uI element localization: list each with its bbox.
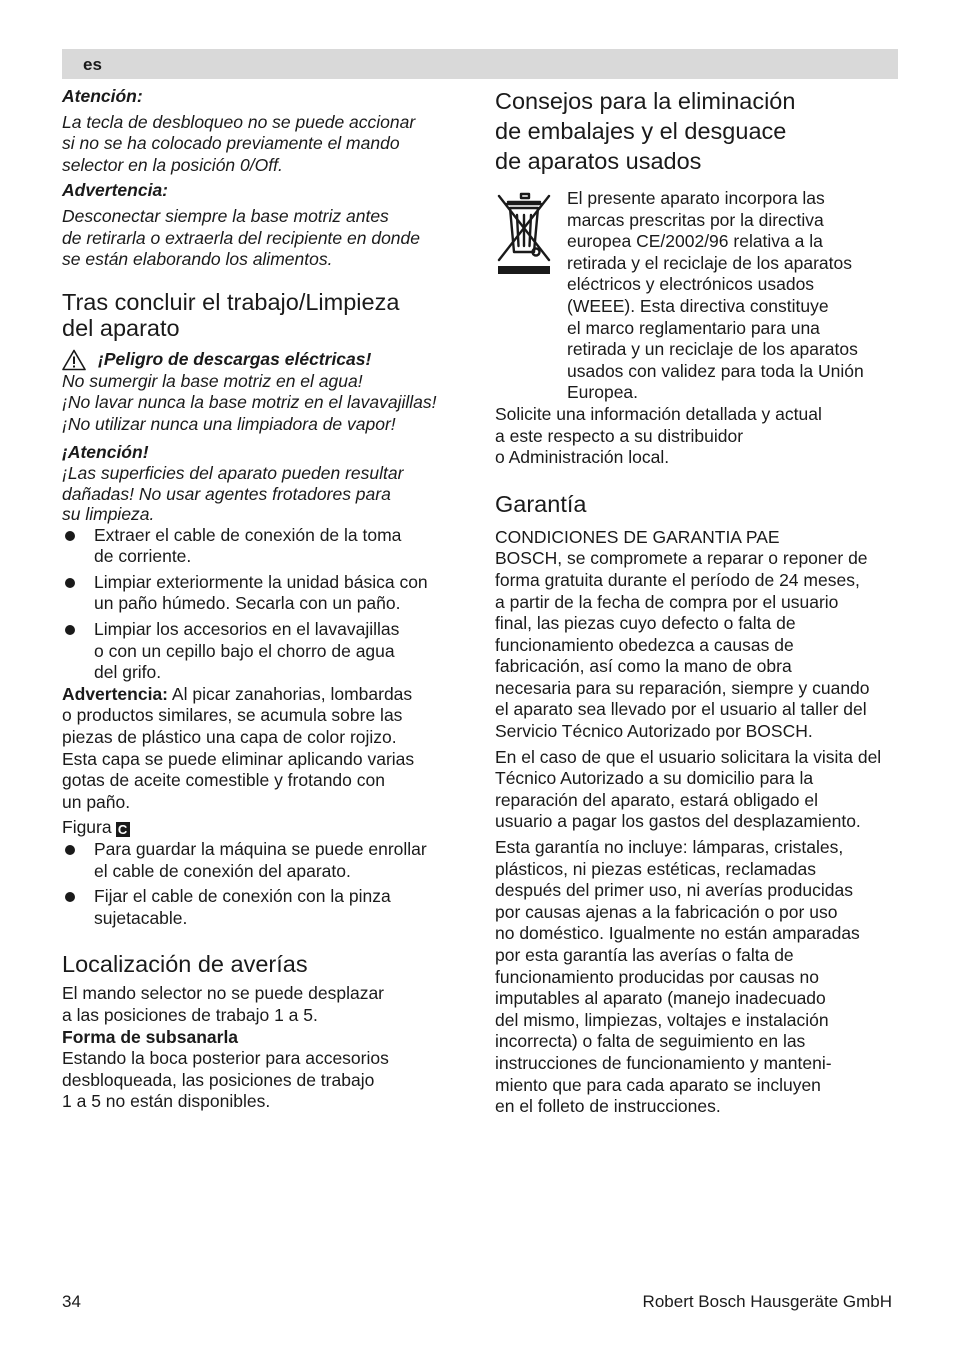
list-item: Para guardar la máquina se puede enrollar el cable de conexión del aparato. (62, 839, 462, 882)
right-column (495, 86, 897, 1118)
storage-steps-list (62, 839, 462, 929)
attention2-text: ¡Las superficies del aparato pueden resultar dañadas! No usar agentes frotadores para su limpieza. (62, 463, 404, 525)
figure-label: Figura (62, 817, 112, 838)
warranty-paragraph-3: Esta garantía no incluye: lámparas, cristales, plásticos, ni piezas estéticas, reclamadas después del primer uso, ni averías producidas por causas ajenas a la fabricación o por uso no doméstico. Igualmente no están amparadas por esta garantía las averías o falta de funcionamiento producidas por causas no imputables al aparato (manejo inadecuado del mismo, limpiezas, voltajes e instalación incorrecta) o falta de seguimiento en las instrucciones de funcionamiento y manteni- miento que para cada aparato se incluyen en el folleto de instrucciones. (495, 837, 860, 1117)
weee-block (495, 188, 897, 404)
heading-disposal: Consejos para la eliminación de embalajes y el desguace de aparatos usados (495, 88, 796, 174)
heading-faults: Localización de averías (62, 951, 308, 978)
page-number: 34 (62, 1292, 81, 1311)
advertencia-paragraph (62, 684, 462, 814)
crossed-out-wheelie-bin-icon (495, 190, 553, 276)
language-code: es (83, 55, 102, 74)
list-item: Limpiar exteriormente la unidad básica con un paño húmedo. Secarla con un paño. (62, 572, 462, 615)
warning-text: Desconectar siempre la base motriz antes de retirarla o extraerla del recipiente en donde se están elaborando los alimentos. (62, 205, 420, 270)
advertencia-label: Advertencia: (62, 683, 169, 704)
advertencia-body: Al picar zanahorias, lombardas o productos similares, se acumula sobre las piezas de plástico una capa de color rojizo. Esta capa se puede eliminar aplicando varias gotas de aceite comestible y frotando con un paño. (62, 683, 415, 812)
attention-title: Atención: (62, 86, 143, 106)
heading-warranty: Garantía (495, 490, 587, 517)
list-item: Extraer el cable de conexión de la toma de corriente. (62, 525, 462, 568)
figure-reference (62, 817, 462, 839)
bullet-icon (65, 625, 75, 635)
left-column (62, 86, 462, 1113)
warning-title: Advertencia: (62, 180, 169, 201)
company-name: Robert Bosch Hausgeräte GmbH (642, 1292, 892, 1311)
bullet-icon (65, 892, 75, 902)
danger-text: No sumergir la base motriz en el agua! ¡No lavar nunca la base motriz en el lavavajillas! ¡No utilizar nunca una limpiadora de vapor! (62, 370, 437, 434)
figure-letter-badge: C (116, 822, 130, 837)
warranty-paragraph-1: CONDICIONES DE GARANTIA PAE BOSCH, se compromete a reparar o reponer de forma gratuita durante el período de 24 meses, a partir de la fecha de compra por el usuario final, las piezas cuyo defecto o falta de funcionamiento obedezca a causas de fabricación, así como la mano de obra necesaria para su reparación, siempre y cuando el aparato sea llevado por el usuario al taller del Servicio Técnico Autorizado por BOSCH. (495, 526, 870, 742)
list-item: Limpiar los accesorios en el lavavajillas o con un cepillo bajo el chorro de agua del grifo. (62, 619, 462, 684)
warning-triangle-icon (62, 349, 86, 371)
electric-danger-line (62, 349, 462, 371)
list-item: Fijar el cable de conexión con la pinza sujetacable. (62, 886, 462, 929)
cleaning-steps-list (62, 525, 462, 684)
weee-text: El presente aparato incorpora las marcas prescritas por la directiva europea CE/2002/96 relativa a la retirada y el reciclaje de los aparatos eléctricos y electrónicos usados (WEEE). Esta directiva constituye el marco reglamentario para una retirada y un reciclaje de los aparatos usados con validez para toda la Unión Europea. (567, 188, 864, 403)
fault-text: El mando selector no se puede desplazar a las posiciones de trabajo 1 a 5. (62, 983, 385, 1025)
remedy-text: Estando la boca posterior para accesorios desbloqueada, las posiciones de trabajo 1 a 5 no están disponibles. (62, 1048, 389, 1112)
language-bar (62, 49, 898, 79)
attention-text: La tecla de desbloqueo no se puede accionar si no se ha colocado previamente el mando selector en la posición 0/Off. (62, 111, 416, 175)
attention2-title: ¡Atención! (62, 441, 149, 462)
warranty-paragraph-2: En el caso de que el usuario solicitara la visita del Técnico Autorizado a su domicilio para la reparación del aparato, estará obligado el usuario a pagar los gastos del desplazamiento. (495, 746, 882, 832)
heading-cleaning: Tras concluir el trabajo/Limpieza del aparato (62, 288, 400, 341)
danger-title: ¡Peligro de descargas eléctricas! (98, 348, 372, 369)
bullet-icon (65, 845, 75, 855)
bullet-icon (65, 578, 75, 588)
disposal-text: Solicite una información detallada y actual a este respecto a su distribuidor o Administración local. (495, 403, 822, 468)
bullet-icon (65, 531, 75, 541)
remedy-title: Forma de subsanarla (62, 1026, 239, 1047)
